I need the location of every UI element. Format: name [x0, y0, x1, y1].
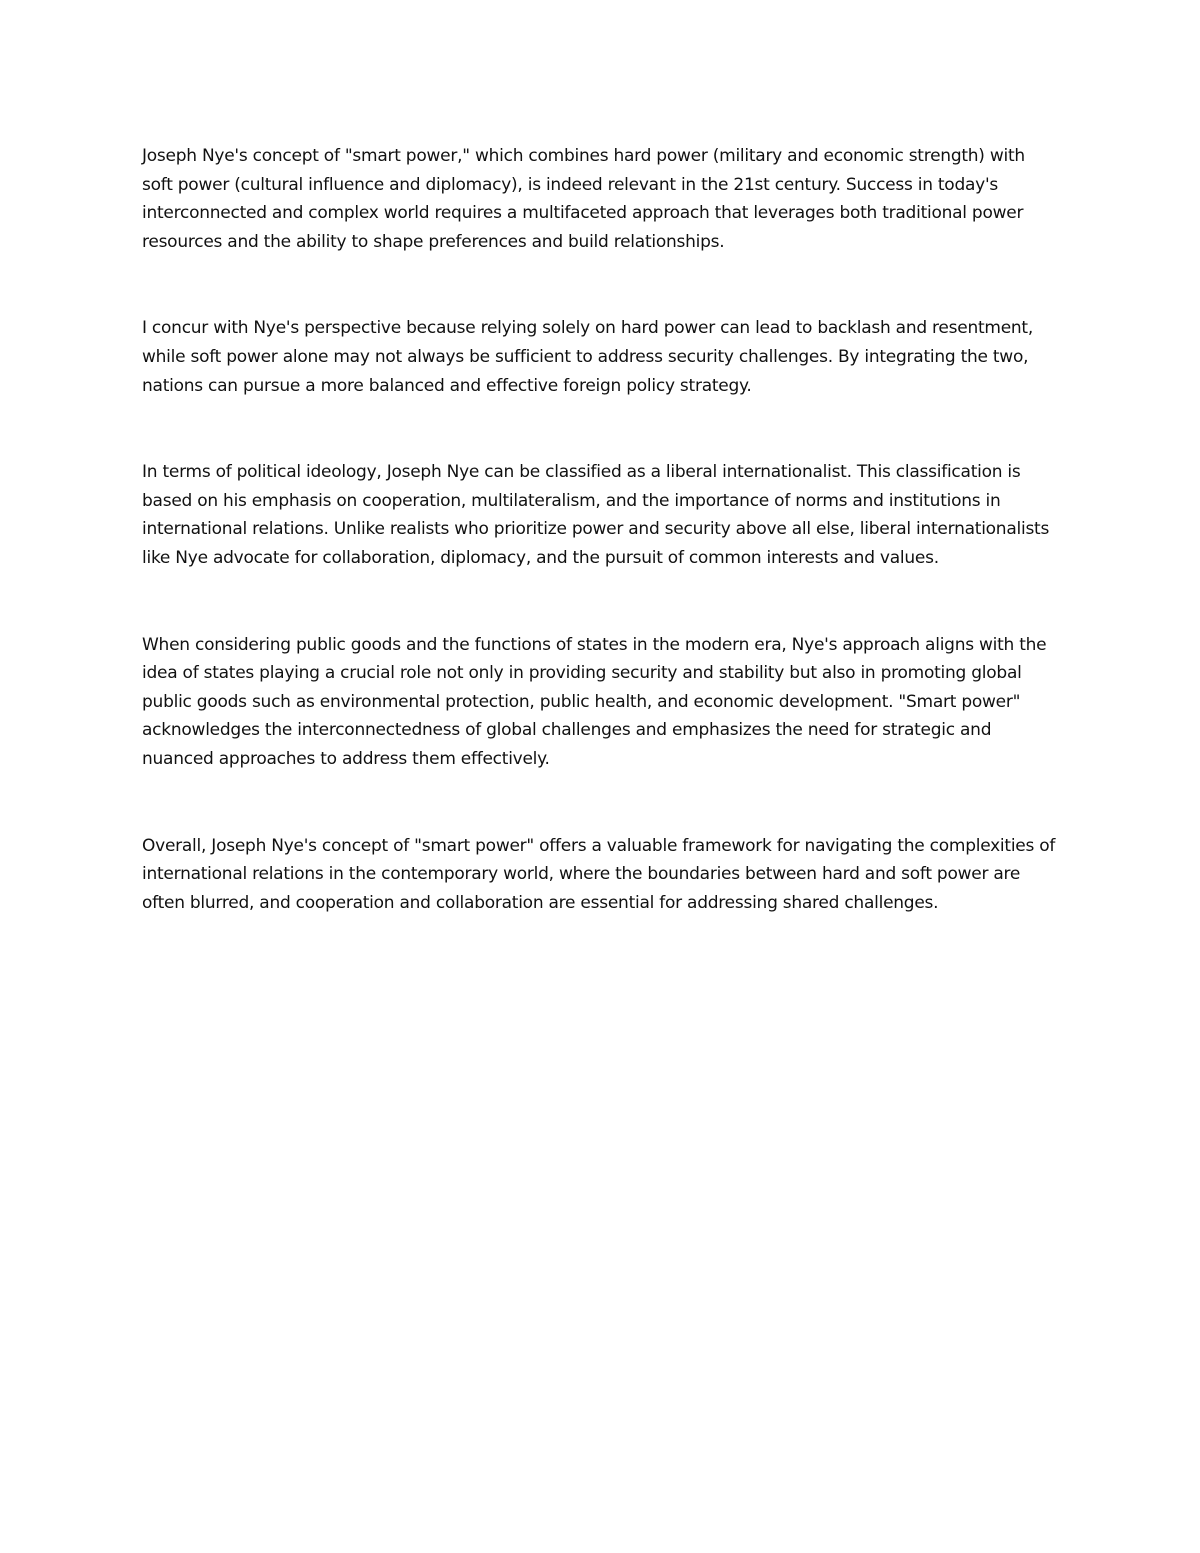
- paragraph-public-goods: When considering public goods and the functions of states in the modern era, Nye's approach aligns with the idea of states playing a crucial role not only in providing security and stability but also in promoting global public goods such as environmental protection, public health, and economic development. "Smart power" acknowledges the interconnectedness of global challenges and emphasizes the need for strategic and nuanced approaches to address them effectively.: [142, 634, 1047, 769]
- document-body: [142, 142, 1060, 917]
- paragraph-concurrence: I concur with Nye's perspective because relying solely on hard power can lead to backlash and resentment, while soft power alone may not always be sufficient to address security challenges. By integrating the two, nations can pursue a more balanced and effective foreign policy strategy.: [142, 318, 1034, 396]
- paragraph-political-ideology: In terms of political ideology, Joseph Nye can be classified as a liberal internationalist. This classification is based on his emphasis on cooperation, multilateralism, and the importance of norms and institutions in international relations. Unlike realists who prioritize power and security above all else, liberal internationalists like Nye advocate for collaboration, diplomacy, and the pursuit of common interests and values.: [142, 462, 1050, 568]
- paragraph-smart-power-relevance: Joseph Nye's concept of "smart power," which combines hard power (military and economic strength) with soft power (cultural influence and diplomacy), is indeed relevant in the 21st century. Success in today's interconnected and complex world requires a multifaceted approach that leverages both traditional power resources and the ability to shape preferences and build relationships.: [142, 146, 1025, 252]
- paragraph-conclusion: Overall, Joseph Nye's concept of "smart power" offers a valuable framework for navigating the complexities of international relations in the contemporary world, where the boundaries between hard and soft power are often blurred, and cooperation and collaboration are essential for addressing shared challenges.: [142, 835, 1056, 913]
